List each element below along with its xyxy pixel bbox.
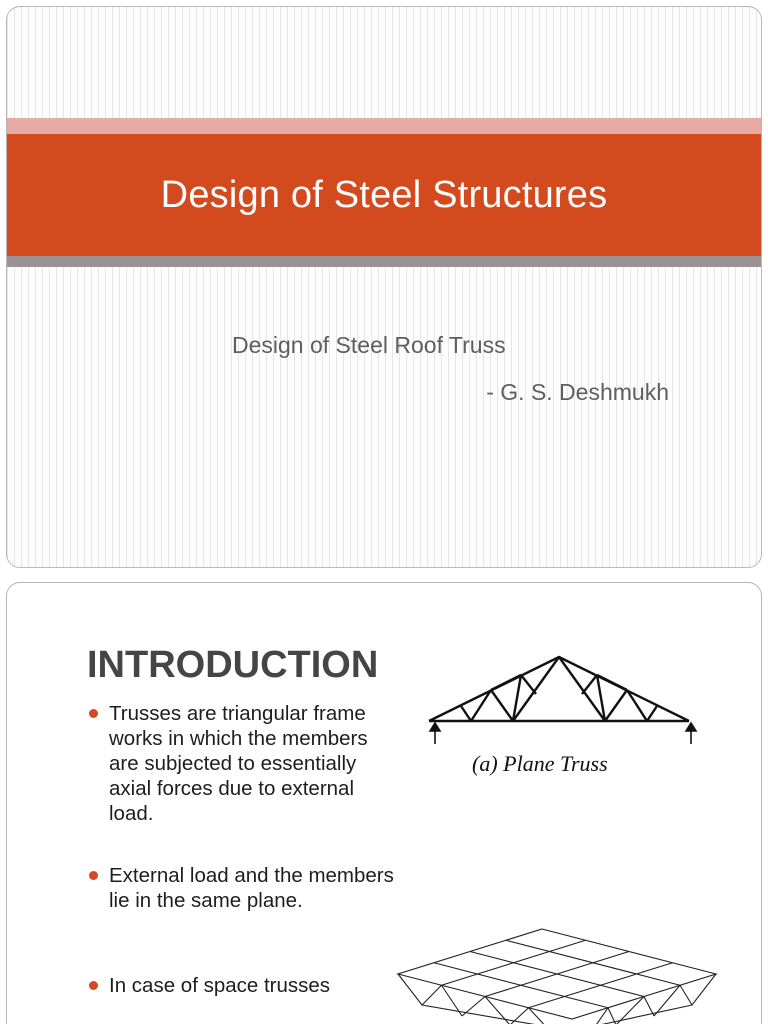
bullet-icon [89, 871, 98, 880]
accent-stripe-bottom [7, 256, 761, 267]
space-truss-diagram [392, 921, 737, 1024]
bullet-list [89, 701, 399, 998]
slide-subtitle: Design of Steel Roof Truss [232, 332, 506, 358]
title-slide [6, 6, 762, 568]
list-item [89, 863, 399, 913]
plane-truss-diagram [421, 649, 711, 749]
slide-heading: INTRODUCTION [87, 644, 379, 686]
introduction-slide [6, 582, 762, 1024]
bullet-text: In case of space trusses [109, 974, 331, 997]
list-item [89, 973, 399, 998]
slide-author: - G. S. Deshmukh [486, 379, 669, 405]
title-band [7, 134, 761, 256]
heading-clip [87, 641, 405, 691]
figure-caption: (a) Plane Truss [472, 751, 608, 776]
accent-stripe-top [7, 118, 761, 134]
slide-title: Design of Steel Structures [160, 173, 608, 216]
bullet-icon [89, 981, 98, 990]
bullet-text: External load and the members lie in the same plane. [109, 864, 394, 912]
bullet-icon [89, 709, 98, 718]
bullet-text: Trusses are triangular frame works in which the members are subjected to essentially axial forces due to external load. [109, 702, 368, 825]
list-item [89, 701, 399, 826]
